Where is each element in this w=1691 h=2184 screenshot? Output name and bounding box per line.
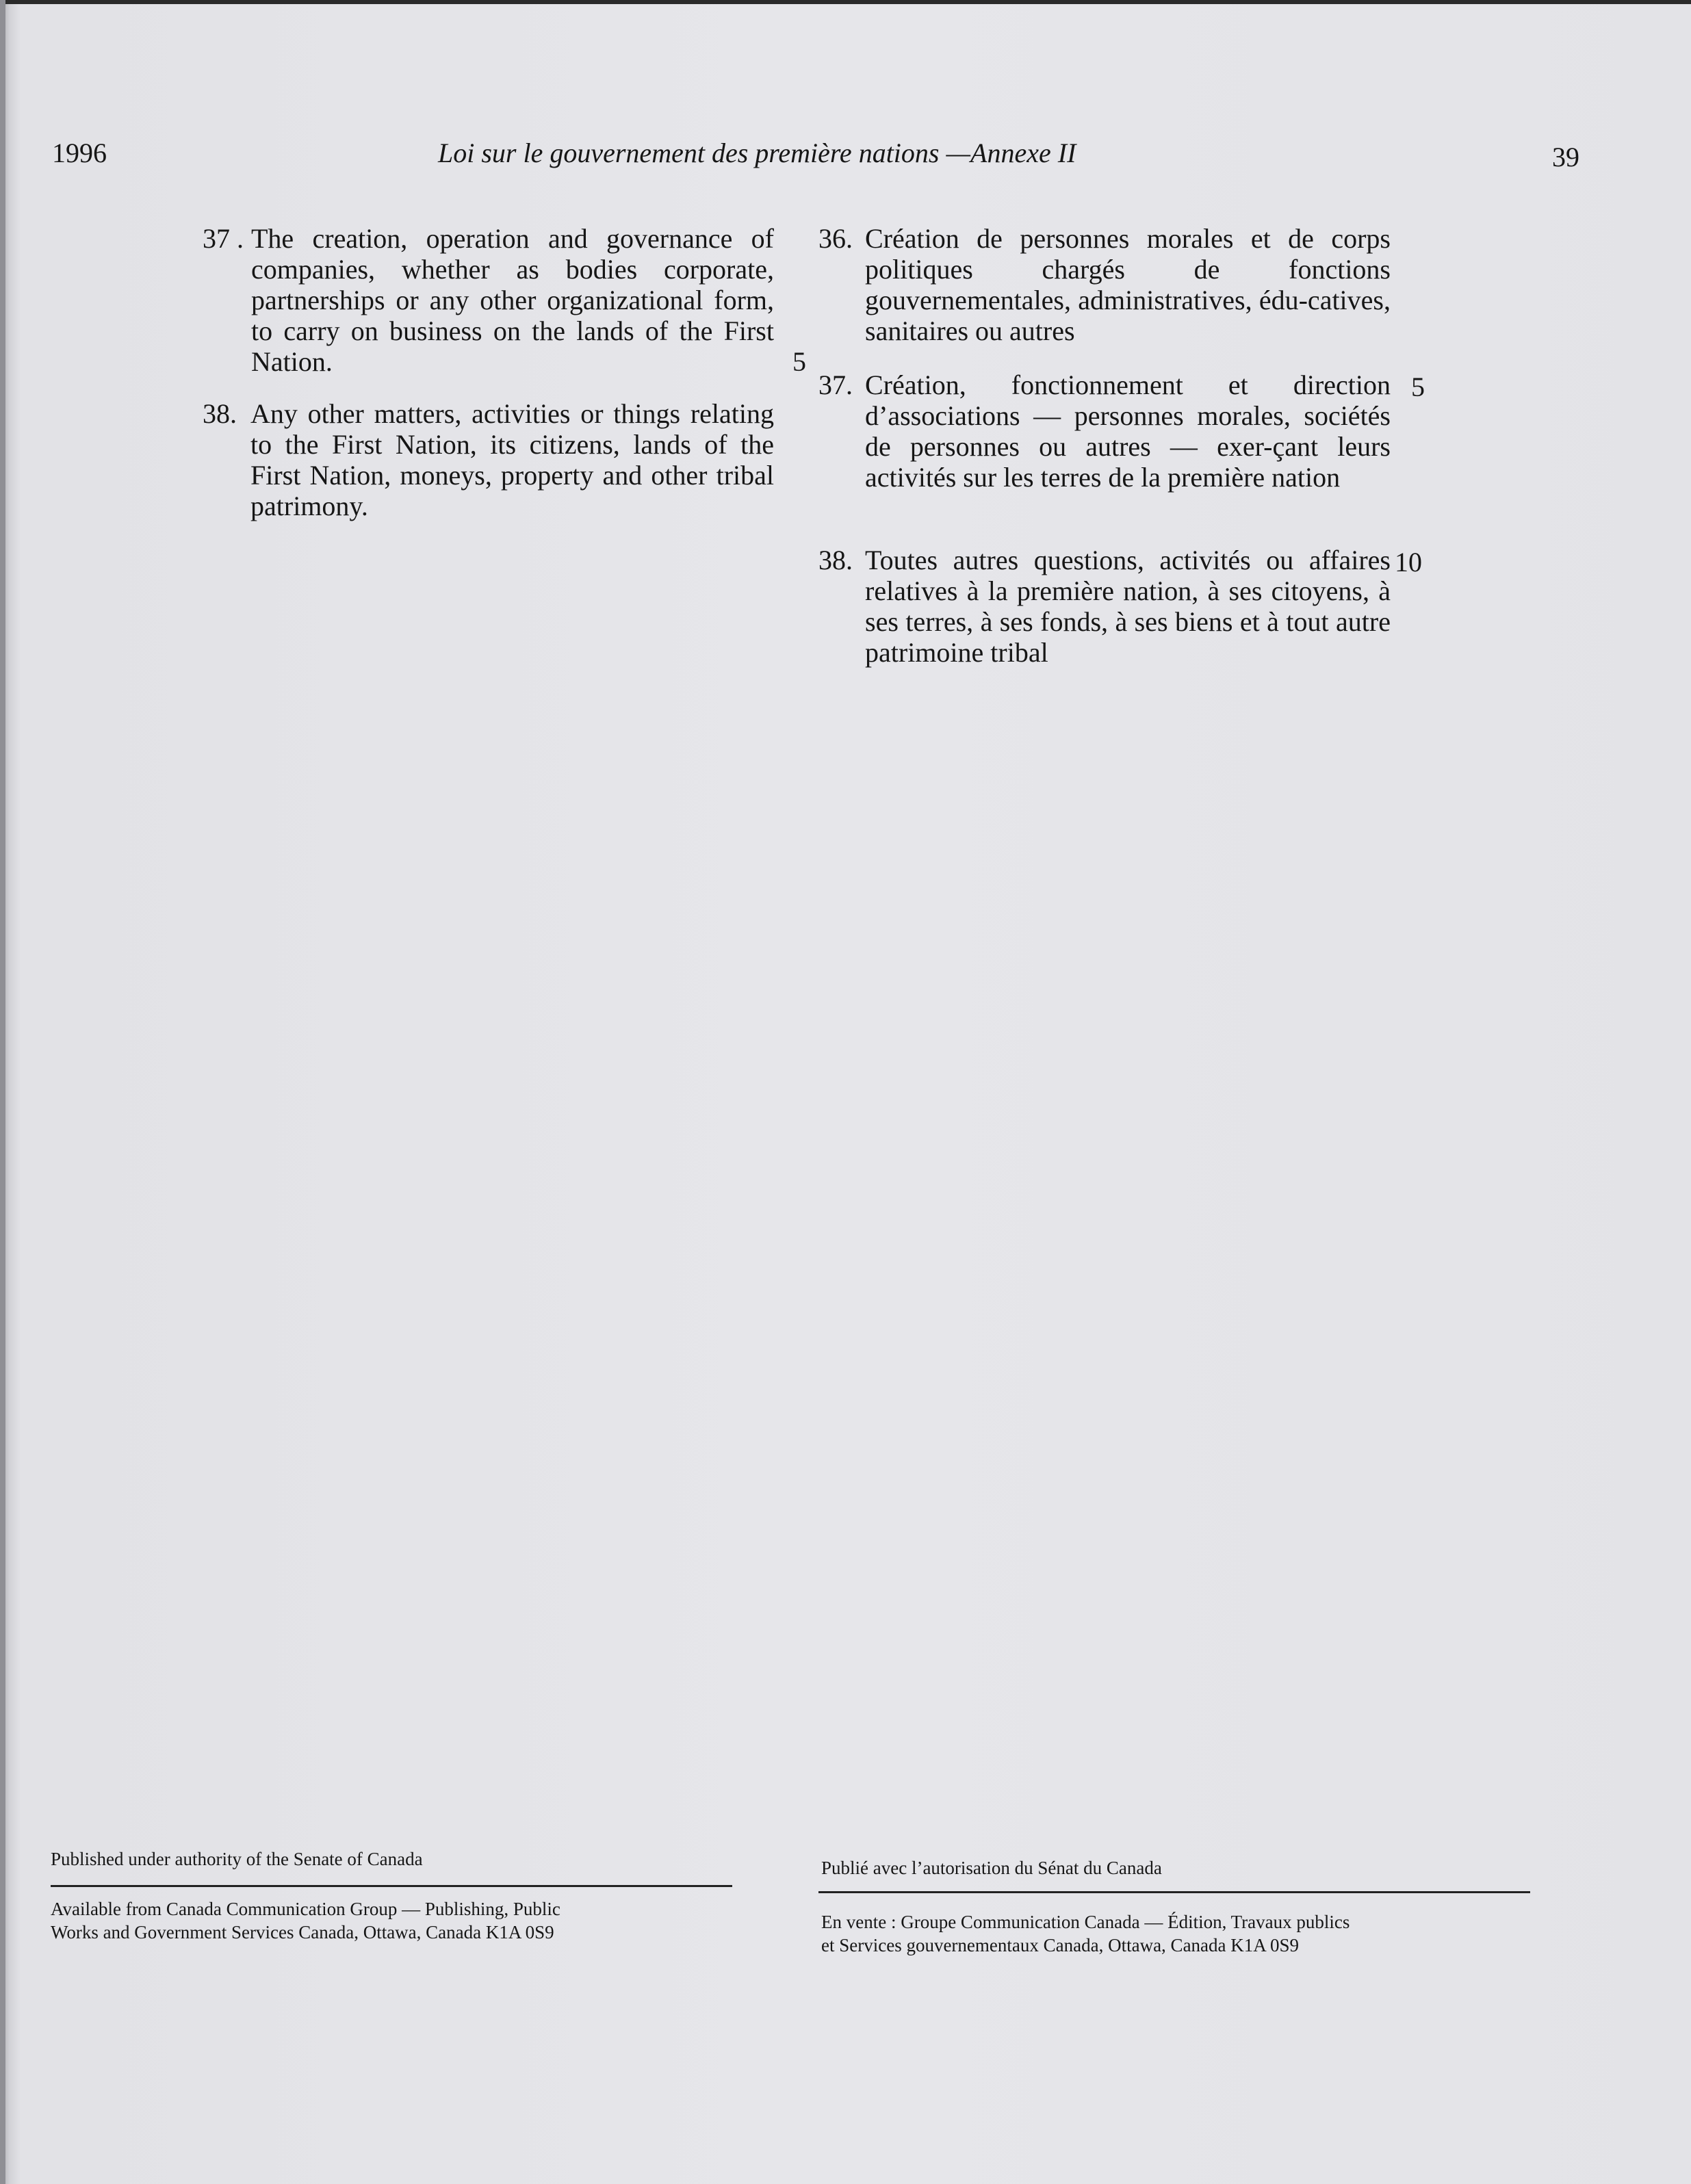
footer-en-available bbox=[51, 1897, 735, 1944]
running-title: Loi sur le gouvernement des première nations —Annexe II bbox=[438, 138, 1076, 168]
line-number-left-5: 5 bbox=[792, 346, 806, 377]
footer-en-rule bbox=[51, 1885, 732, 1887]
footer-fr-available bbox=[821, 1910, 1533, 1957]
item-number: 38. bbox=[818, 545, 853, 575]
english-item-37 bbox=[203, 223, 774, 377]
line-number-right-5: 5 bbox=[1411, 372, 1425, 402]
scan-top-edge bbox=[0, 0, 1691, 4]
footer-fr-published: Publié avec l’autorisation du Sénat du Canada bbox=[821, 1858, 1162, 1878]
line-number-right-10: 10 bbox=[1395, 547, 1422, 577]
item-text: Création, fonctionnement et direction d’associations — personnes morales, sociétés de personnes ou autres — exer-çant leurs activités sur les terres de la première nation bbox=[865, 369, 1391, 493]
footer-fr-available-line2: et Services gouvernementaux Canada, Ottawa, Canada K1A 0S9 bbox=[821, 1935, 1300, 1955]
french-item-36 bbox=[818, 223, 1391, 346]
page-number: 39 bbox=[1552, 142, 1579, 172]
item-text: Toutes autres questions, activités ou affaires relatives à la première nation, à ses citoyens, à ses terres, à ses fonds, à ses biens et à tout autre patrimoine tribal bbox=[865, 545, 1391, 668]
item-text: Any other matters, activities or things relating to the First Nation, its citizens, lands of the First Nation, moneys, property and other tribal patrimony. bbox=[250, 398, 774, 521]
footer-en-available-line1: Available from Canada Communication Group — Publishing, Public bbox=[51, 1899, 560, 1919]
french-item-38 bbox=[818, 545, 1391, 668]
footer-en-available-line2: Works and Government Services Canada, Ottawa, Canada K1A 0S9 bbox=[51, 1922, 554, 1942]
scan-left-edge bbox=[0, 0, 5, 2184]
item-number: 38. bbox=[203, 398, 237, 429]
item-number: 37. bbox=[818, 369, 853, 400]
header-year: 1996 bbox=[52, 138, 107, 168]
english-item-38 bbox=[203, 398, 774, 521]
item-text: Création de personnes morales et de corps politiques chargés de fonctions gouvernementales, administratives, édu-catives, sanitaires ou autres bbox=[865, 223, 1391, 346]
item-number: 36. bbox=[818, 223, 853, 254]
footer-fr-rule bbox=[818, 1891, 1530, 1893]
footer-fr-available-line1: En vente : Groupe Communication Canada — Édition, Travaux publics bbox=[821, 1912, 1350, 1932]
footer-en-published: Published under authority of the Senate of Canada bbox=[51, 1849, 423, 1869]
item-text: The creation, operation and governance of companies, whether as bodies corporate, partnerships or any other organizational form, to carry on business on the lands of the First Nation. bbox=[251, 223, 774, 377]
item-number: 37 . bbox=[203, 223, 244, 254]
french-item-37 bbox=[818, 369, 1391, 493]
